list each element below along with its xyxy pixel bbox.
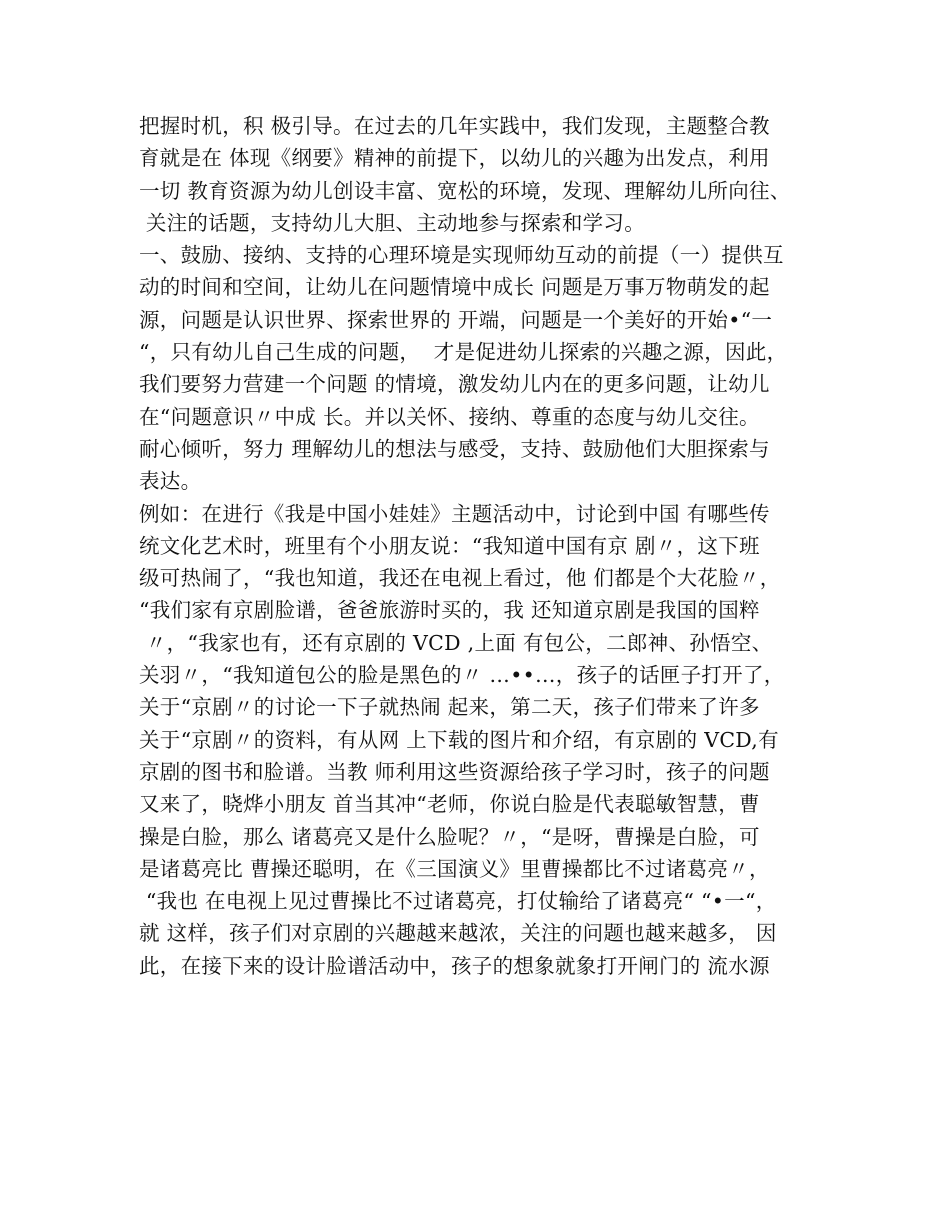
section-heading-line: 一、鼓励、接纳、支持的心理环境是实现师幼互动的前提（一）提供互 (139, 243, 784, 268)
text-line: 把握时机，积 极引导。在过去的几年实践中，我们发现，主题整合教 (139, 114, 770, 138)
text-line: 就 这样，孩子们对京剧的兴趣越来越浓，关注的问题也越来越多， 因 (139, 921, 777, 946)
text-line: 我们要努力营建一个问题 的情境，激发幼儿内在的更多问题，让幼儿 (139, 372, 770, 397)
text-line: 统文化艺术时，班里有个小朋友说：“我知道中国有京 剧〃，这下班 (139, 533, 760, 558)
text-line: 关于“京剧〃的资料，有从网 上下载的图片和介绍，有京剧的 VCD,有 (139, 727, 779, 752)
text-line: 源，问题是认识世界、探索世界的 开端，问题是一个美好的开始•“一 (139, 307, 773, 332)
text-line: “我也 在电视上见过曹操比不过诸葛亮，打仗输给了诸葛亮“ “•一“， (139, 889, 777, 914)
text-line: 关注的话题，支持幼儿大胆、主动地参与探索和学习。 (139, 210, 646, 235)
text-line: “，只有幼儿自己生成的问题， 才是促进幼儿探索的兴趣之源，因此， (139, 340, 788, 365)
text-line: 又来了，晓烨小朋友 首当其冲“老师，你说白脸是代表聪敏智慧，曹 (139, 792, 760, 817)
text-line: 是诸葛亮比 曹操还聪明，在《三国演义》里曹操都比不过诸葛亮〃， (139, 856, 770, 881)
text-line: 关于“京剧〃的讨论一下子就热闹 起来，第二天，孩子们带来了许多 (139, 695, 760, 720)
text-line: 京剧的图书和脸谱。当教 师利用这些资源给孩子学习时，孩子的问题 (139, 759, 770, 784)
text-line: 育就是在 体现《纲要》精神的前提下，以幼儿的兴趣为出发点，利用 (139, 146, 770, 171)
text-line: 在“问题意识〃中成 长。并以关怀、接纳、尊重的态度与幼儿交往。 (139, 404, 760, 429)
text-line: 〃，“我家也有，还有京剧的 VCD ,上面 有包公，二郎神、孙悟空、 (139, 630, 773, 655)
text-line: “我们家有京剧脸谱，爸爸旅游时买的，我 还知道京剧是我国的国粹 (139, 598, 760, 623)
text-line: 例如：在进行《我是中国小娃娃》主题活动中，讨论到中国 有哪些传 (139, 501, 770, 526)
text-line: 关羽〃，“我知道包公的脸是黑色的〃 …••…，孩子的话匣子打开了， (139, 663, 785, 688)
text-line: 级可热闹了，“我也知道，我还在电视上看过，他 们都是个大花脸〃， (139, 566, 781, 591)
text-line: 操是白脸，那么 诸葛亮又是什么脸呢？〃，“是呀，曹操是白脸，可 (139, 824, 760, 849)
text-line: 耐心倾听，努力 理解幼儿的想法与感受，支持、鼓励他们大胆探索与 (139, 436, 770, 461)
text-line: 表达。 (139, 469, 202, 494)
text-line: 动的时间和空间，让幼儿在问题情境中成长 问题是万事万物萌发的起 (139, 275, 770, 300)
text-line: 此，在接下来的设计脸谱活动中，孩子的想象就象打开闸门的 流水源 (139, 953, 770, 978)
text-line: 一切 教育资源为幼儿创设丰富、宽松的环境，发现、理解幼儿所向往、 (139, 178, 791, 203)
body-text (139, 110, 839, 982)
